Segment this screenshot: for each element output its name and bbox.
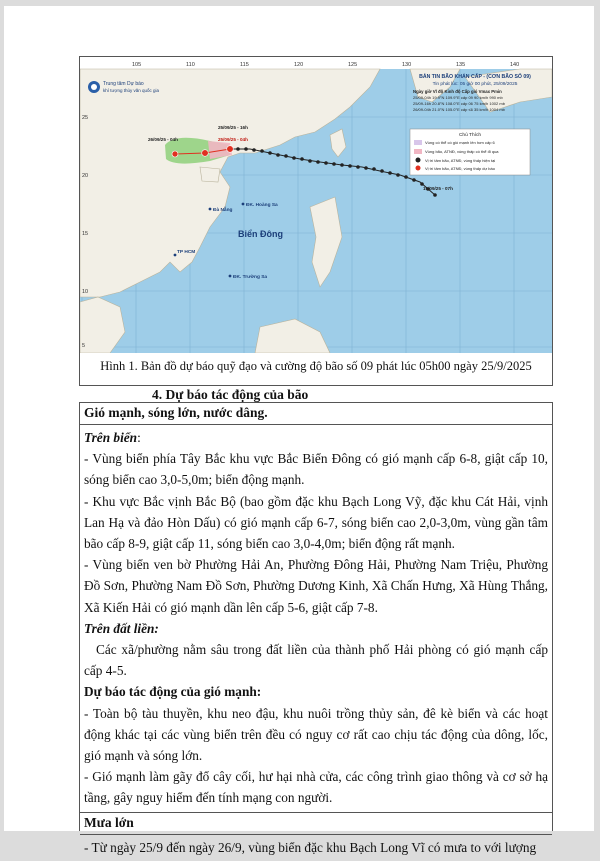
figure-box: [79, 56, 553, 386]
lon-tick: 105: [132, 62, 142, 68]
place-hoang-sa: ĐK. Hoàng Sa: [246, 203, 278, 208]
legend-swatch-wind: [414, 140, 422, 145]
place-dot: [174, 254, 177, 257]
lon-tick: 125: [348, 62, 358, 68]
logo-line-2: khí tượng thủy văn quốc gia: [103, 88, 159, 93]
legend-item: Vị trí tâm bão, ATNĐ, vùng thấp hiện tại: [425, 158, 496, 163]
info-time: Tin phát lúc: 05 giờ 00 phút, 25/09/2025: [432, 82, 518, 87]
land-text: Các xã/phường nằm sâu trong đất liền của thành phố Hải phòng có gió mạnh cấp cấp 4-5.: [84, 642, 548, 679]
lon-tick: 135: [456, 62, 466, 68]
legend-item: Vùng bão, ATNĐ, vùng thấp có thể đi qua: [425, 149, 499, 154]
info-row: 25/09-16h 20.8°N 108.0°E cấp 06 75 km/h 1002 mb: [413, 101, 505, 106]
legend-current-icon: [416, 158, 421, 163]
sea-item: - Khu vực Bắc vịnh Bắc Bộ (bao gồm đặc khu Bạch Long Vỹ, đặc khu Cát Hải, vịnh Lan Hạ và đảo Hòn Dấu) có gió mạnh cấp 6-7, sóng biển cao 2,0-3,0m, vùng gần tâm bão cấp 8-9, giật cấp 11, sóng biển cao 3,0-4,0m; biển động rất mạnh.: [84, 493, 548, 552]
impact-table: [79, 402, 553, 855]
place-dot: [229, 275, 232, 278]
forecast-position-marker: [172, 151, 178, 157]
legend-swatch-cone: [414, 149, 422, 154]
lat-tick: 15: [82, 231, 89, 237]
place-truong-sa: ĐK. Trường Sa: [233, 275, 268, 280]
storm-track-map: [80, 57, 552, 353]
sea-subtitle-colon: :: [137, 430, 141, 445]
rain-row-title: Mưa lớn: [80, 813, 552, 835]
sea-subtitle-line: [84, 427, 548, 448]
lon-tick: 130: [402, 62, 412, 68]
legend-forecast-icon: [416, 166, 421, 171]
legend-item: Vị trí tâm bão, ATNĐ, vùng thấp dự báo: [425, 166, 495, 171]
map-legend: [410, 129, 530, 175]
lat-tick: 10: [82, 289, 89, 295]
impact-subtitle: Dự báo tác động của gió mạnh:: [84, 684, 262, 700]
lat-tick: 25: [82, 115, 89, 121]
lon-tick: 110: [186, 62, 195, 68]
info-title: BẢN TIN BÃO KHẨN CẤP - (CƠN BÃO SỐ 09): [419, 74, 531, 80]
forecast-position-marker: [202, 150, 209, 157]
land-subtitle: Trên đất liền:: [84, 620, 159, 636]
label-forecast-26-04h: 26/09/25 - 04h: [148, 137, 178, 142]
info-header: Ngày giờ Vĩ độ Kinh độ Cấp gió Vmax Pmin: [413, 89, 502, 94]
lon-tick: 115: [240, 62, 249, 68]
rain-row-content: [80, 835, 552, 861]
impact-item: - Toàn bộ tàu thuyền, khu neo đậu, khu nuôi trồng thủy sản, đê kè biển và các hoạt động khác tại các vùng biển trên đều có nguy cơ rất cao chịu tác động của dông, lốc, gió mạnh và sóng lớn.: [84, 705, 548, 764]
rain-text: - Từ ngày 25/9 đến ngày 26/9, vùng biển đặc khu Bạch Long Vĩ có mưa to với lượng: [84, 839, 537, 855]
impact-item: - Gió mạnh làm gãy đổ cây cối, hư hại nhà cửa, các công trình giao thông và cơ sở hạ tầng, gây nguy hiểm đến tính mạng con người.: [84, 769, 548, 806]
section-heading: 4. Dự báo tác động của bão: [152, 387, 309, 402]
sea-item: - Vùng biển phía Tây Bắc khu vực Bắc Biển Đông có gió mạnh cấp 6-8, giật cấp 10, sóng biển cao 3,0-5,0m; biển động mạnh.: [84, 451, 548, 488]
place-dot: [242, 203, 245, 206]
lat-tick: 5: [82, 343, 86, 349]
label-current-04h: 25/09/25 - 04h: [218, 137, 248, 142]
legend-title: Chú Thích: [458, 133, 482, 138]
figure-caption: Hình 1. Bản đồ dự báo quỹ đạo và cường độ bão số 09 phát lúc 05h00 ngày 25/9/2025: [100, 359, 532, 373]
info-row: 26/09-04h 21.0°N 105.0°E cấp ≤6 35 km/h 1004 mb: [413, 107, 505, 112]
sea-item: - Vùng biển ven bờ Phường Hải An, Phường Đông Hải, Phường Nam Triệu, Phường Đồ Sơn, Phường Nam Đồ Sơn, Phường Dương Kinh, Xã Chấn Hưng, Xã Hùng Thắng, Xã Kiến Hải có gió mạnh dần lên cấp 5-6, giật cấp 7-8.: [84, 557, 548, 615]
label-start: 19/09/25 - 07h: [423, 186, 453, 191]
wind-row-content: [80, 425, 552, 813]
document-page: [4, 6, 594, 855]
place-hcm: TP HCM: [177, 250, 196, 255]
logo-line-1: Trung tâm Dự báo: [103, 81, 144, 87]
label-forecast-16h: 25/09/25 - 16h: [218, 125, 248, 130]
sea-name: Biển Đông: [238, 229, 283, 239]
lon-tick: 140: [510, 62, 520, 68]
info-row: 25/09-04h 19.9°N 109.9°E cấp 09 90 km/h 990 mb: [413, 95, 503, 100]
legend-item: Vùng có thể có gió mạnh lên hơn cấp 6: [425, 140, 495, 145]
wind-row-title: Gió mạnh, sóng lớn, nước dâng.: [80, 403, 552, 425]
place-dot: [209, 208, 212, 211]
current-position-marker: [227, 146, 234, 153]
lon-tick: 120: [294, 62, 304, 68]
lat-tick: 20: [82, 173, 89, 179]
sea-subtitle: Trên biển: [84, 430, 138, 445]
place-da-nang: Đà Nẵng: [213, 208, 233, 213]
